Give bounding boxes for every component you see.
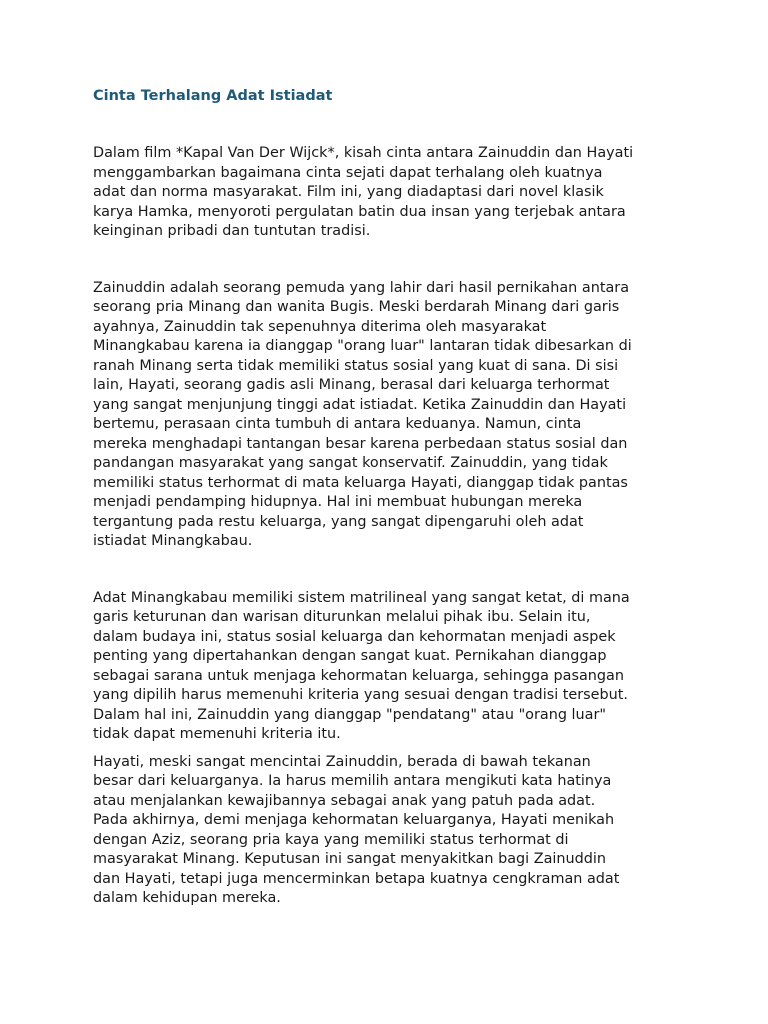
paragraph-line: adat dan norma masyarakat. Film ini, yang diadaptasi dari novel klasik xyxy=(93,184,604,200)
document-page xyxy=(93,86,693,909)
paragraph-line: Zainuddin adalah seorang pemuda yang lahir dari hasil pernikahan antara xyxy=(93,279,630,296)
paragraph-line: dalam budaya ini, status sosial keluarga dan kehormatan menjadi aspek xyxy=(93,628,616,645)
paragraph-line: tidak dapat memenuhi kriteria itu. xyxy=(93,726,341,742)
paragraph-line: penting yang dipertahankan dengan sangat kuat. Pernikahan dianggap xyxy=(93,648,607,664)
paragraph-line: yang dipilih harus memenuhi kriteria yang sesuai dengan tradisi tersebut. xyxy=(93,687,628,703)
paragraph-line: istiadat Minangkabau. xyxy=(93,533,253,549)
paragraph-line: tergantung pada restu keluarga, yang sangat dipengaruhi oleh adat xyxy=(93,513,584,530)
paragraph-line: lain, Hayati, seorang gadis asli Minang, berasal dari keluarga terhormat xyxy=(93,377,610,393)
paragraph-line: dalam kehidupan mereka. xyxy=(93,890,281,906)
paragraph-line: Dalam film *Kapal Van Der Wijck*, kisah cinta antara Zainuddin dan Hayati xyxy=(93,145,634,161)
paragraph-4 xyxy=(93,753,693,909)
paragraph-line: mereka menghadapi tantangan besar karena perbedaan status sosial dan xyxy=(93,435,628,452)
paragraph-line: sebagai sarana untuk menjaga kehormatan keluarga, sehingga pasangan xyxy=(93,667,624,684)
paragraph-line: menjadi pendamping hidupnya. Hal ini membuat hubungan mereka xyxy=(93,494,583,510)
paragraph-line: Dalam hal ini, Zainuddin yang dianggap "pendatang" atau "orang luar" xyxy=(93,706,607,723)
paragraph-line: Minangkabau karena ia dianggap "orang luar" lantaran tidak dibesarkan di xyxy=(93,338,632,354)
paragraph-line: menggambarkan bagaimana cinta sejati dapat terhalang oleh kuatnya xyxy=(93,164,603,181)
paragraph-line: ranah Minang serta tidak memiliki status sosial yang kuat di sana. Di sisi xyxy=(93,357,619,374)
paragraph-line: yang sangat menjunjung tinggi adat istiadat. Ketika Zainuddin dan Hayati xyxy=(93,396,627,413)
paragraph-line: garis keturunan dan warisan diturunkan melalui pihak ibu. Selain itu, xyxy=(93,609,591,625)
paragraph-line: memiliki status terhormat di mata keluarga Hayati, dianggap tidak pantas xyxy=(93,474,628,491)
paragraph-line: masyarakat Minang. Keputusan ini sangat menyakitkan bagi Zainuddin xyxy=(93,851,607,867)
paragraph-line: besar dari keluarganya. Ia harus memilih antara mengikuti kata hatinya xyxy=(93,773,612,789)
paragraph-line: keinginan pribadi dan tuntutan tradisi. xyxy=(93,223,371,239)
paragraph-line: ayahnya, Zainuddin tak sepenuhnya diterima oleh masyarakat xyxy=(93,318,547,335)
paragraph-line: seorang pria Minang dan wanita Bugis. Meski berdarah Minang dari garis xyxy=(93,299,620,315)
paragraph-line: pandangan masyarakat yang sangat konservatif. Zainuddin, yang tidak xyxy=(93,455,608,471)
paragraph-line: Hayati, meski sangat mencintai Zainuddin, berada di bawah tekanan xyxy=(93,753,591,770)
paragraph-line: karya Hamka, menyoroti pergulatan batin dua insan yang terjebak antara xyxy=(93,203,626,220)
paragraph-line: atau menjalankan kewajibannya sebagai anak yang patuh pada adat. xyxy=(93,792,596,809)
paragraph-line: Adat Minangkabau memiliki sistem matrilineal yang sangat ketat, di mana xyxy=(93,589,630,606)
paragraph-2 xyxy=(93,279,693,552)
paragraph-line: dengan Aziz, seorang pria kaya yang memiliki status terhormat di xyxy=(93,831,569,848)
paragraph-line: dan Hayati, tetapi juga mencerminkan betapa kuatnya cengkraman adat xyxy=(93,870,620,887)
document-title: Cinta Terhalang Adat Istiadat xyxy=(93,88,333,104)
paragraph-3 xyxy=(93,589,693,745)
paragraph-1 xyxy=(93,144,693,242)
paragraph-line: Pada akhirnya, demi menjaga kehormatan keluarganya, Hayati menikah xyxy=(93,812,615,828)
paragraph-line: bertemu, perasaan cinta tumbuh di antara keduanya. Namun, cinta xyxy=(93,416,582,432)
